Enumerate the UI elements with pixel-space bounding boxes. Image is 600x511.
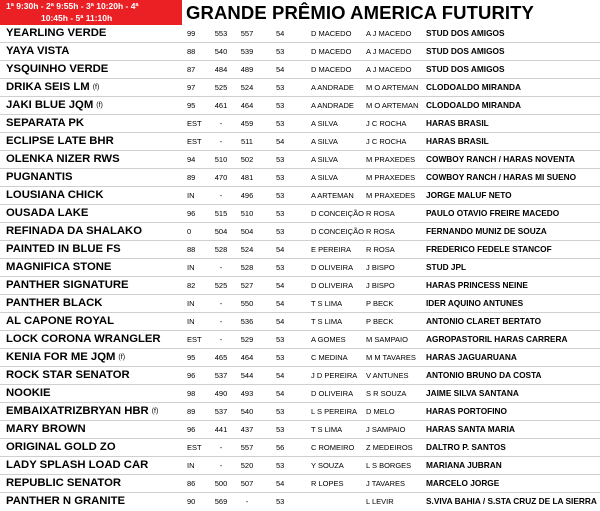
jockey-cell: Y SOUZA bbox=[311, 461, 344, 470]
horse-name-cell bbox=[6, 349, 125, 366]
horse-name: KENIA FOR ME JQM bbox=[6, 351, 116, 363]
jockey-cell: A ANDRADE bbox=[311, 101, 354, 110]
weight-prev-cell: 504 bbox=[214, 227, 228, 236]
table-row bbox=[0, 151, 600, 169]
jockey-cell: D OLIVEIRA bbox=[311, 263, 354, 272]
table-row bbox=[0, 439, 600, 457]
horse-name: REPUBLIC SENATOR bbox=[6, 477, 122, 489]
starts-cell: IN bbox=[187, 299, 195, 308]
owner-cell: JORGE MALUF NETO bbox=[426, 190, 512, 200]
carried-weight-cell: 53 bbox=[276, 407, 285, 416]
carried-weight-cell: 54 bbox=[276, 317, 285, 326]
horse-name-cell bbox=[6, 115, 84, 132]
starts-cell: 96 bbox=[187, 425, 196, 434]
weight-cell: 550 bbox=[240, 299, 254, 308]
owner-cell: HARAS SANTA MARIA bbox=[426, 424, 515, 434]
carried-weight-cell: 54 bbox=[276, 371, 285, 380]
starts-cell: 99 bbox=[187, 29, 196, 38]
weight-cell: 540 bbox=[240, 407, 254, 416]
horse-name: PANTHER SIGNATURE bbox=[6, 279, 129, 291]
trainer-cell: M PRAXEDES bbox=[366, 191, 416, 200]
table-row bbox=[0, 223, 600, 241]
starts-cell: IN bbox=[187, 317, 195, 326]
weight-cell: 536 bbox=[240, 317, 254, 326]
owner-cell: CLODOALDO MIRANDA bbox=[426, 82, 521, 92]
jockey-cell: D MACEDO bbox=[311, 47, 352, 56]
table-row bbox=[0, 493, 600, 511]
jockey-cell: D OLIVEIRA bbox=[311, 389, 354, 398]
horse-name-cell bbox=[6, 385, 51, 402]
horse-name-cell bbox=[6, 205, 88, 222]
starts-cell: EST bbox=[187, 137, 202, 146]
owner-cell: ANTONIO BRUNO DA COSTA bbox=[426, 370, 542, 380]
trainer-cell: J BISPO bbox=[366, 281, 395, 290]
starts-cell: EST bbox=[187, 335, 202, 344]
carried-weight-cell: 53 bbox=[276, 335, 285, 344]
trainer-cell: M SAMPAIO bbox=[366, 335, 408, 344]
trainer-cell: R ROSA bbox=[366, 209, 395, 218]
carried-weight-cell: 53 bbox=[276, 101, 285, 110]
jockey-cell: R LOPES bbox=[311, 479, 344, 488]
carried-weight-cell: 53 bbox=[276, 263, 285, 272]
horse-name: OLENKA NIZER RWS bbox=[6, 153, 120, 165]
starts-cell: 87 bbox=[187, 65, 196, 74]
weight-cell: 511 bbox=[241, 137, 253, 146]
weight-prev-cell: - bbox=[219, 317, 223, 326]
table-row bbox=[0, 457, 600, 475]
sex-tag: (f) bbox=[96, 102, 103, 109]
table-row bbox=[0, 25, 600, 43]
horse-name: ROCK STAR SENATOR bbox=[6, 369, 130, 381]
horse-name-cell bbox=[6, 295, 102, 312]
carried-weight-cell: 54 bbox=[276, 479, 285, 488]
table-row bbox=[0, 259, 600, 277]
weight-cell: 489 bbox=[240, 65, 254, 74]
weight-cell: 524 bbox=[240, 245, 254, 254]
table-row bbox=[0, 421, 600, 439]
table-row bbox=[0, 349, 600, 367]
carried-weight-cell: 53 bbox=[276, 497, 285, 506]
table-row bbox=[0, 169, 600, 187]
owner-cell: ANTONIO CLARET BERTATO bbox=[426, 316, 542, 326]
weight-prev-cell: 461 bbox=[214, 101, 228, 110]
trainer-cell: P BECK bbox=[366, 299, 394, 308]
horse-name-cell bbox=[6, 367, 130, 384]
sex-tag: (f) bbox=[118, 354, 126, 361]
table-row bbox=[0, 295, 600, 313]
starts-cell: 96 bbox=[187, 209, 196, 218]
carried-weight-cell: 53 bbox=[276, 209, 285, 218]
weight-prev-cell: 569 bbox=[214, 497, 228, 506]
jockey-cell: D MACEDO bbox=[311, 65, 352, 74]
weight-cell: 464 bbox=[240, 101, 254, 110]
horse-name-cell bbox=[6, 223, 142, 240]
horse-name-cell bbox=[6, 439, 116, 456]
jockey-cell: L S PEREIRA bbox=[311, 407, 357, 416]
weight-prev-cell: 490 bbox=[214, 389, 228, 398]
starts-cell: 97 bbox=[187, 83, 196, 92]
owner-cell: STUD DOS AMIGOS bbox=[426, 46, 505, 56]
table-row bbox=[0, 277, 600, 295]
owner-cell: HARAS BRASIL bbox=[426, 118, 489, 128]
jockey-cell: T S LIMA bbox=[311, 299, 343, 308]
horse-name: MAGNIFICA STONE bbox=[6, 261, 112, 273]
owner-cell: STUD DOS AMIGOS bbox=[426, 28, 505, 38]
jockey-cell: A ANDRADE bbox=[311, 83, 354, 92]
weight-prev-cell: 500 bbox=[214, 479, 228, 488]
table-row bbox=[0, 43, 600, 61]
owner-cell: CLODOALDO MIRANDA bbox=[426, 100, 521, 110]
horse-name: PAINTED IN BLUE FS bbox=[6, 243, 121, 255]
carried-weight-cell: 53 bbox=[276, 155, 285, 164]
starts-cell: IN bbox=[187, 263, 195, 272]
table-row bbox=[0, 61, 600, 79]
trainer-cell: A J MACEDO bbox=[366, 47, 412, 56]
weight-cell: 529 bbox=[240, 335, 254, 344]
weight-prev-cell: - bbox=[219, 335, 223, 344]
horse-name-cell bbox=[6, 61, 108, 78]
jockey-cell: A SILVA bbox=[311, 137, 338, 146]
jockey-cell: D CONCEIÇÃO bbox=[311, 209, 364, 218]
jockey-cell: A SILVA bbox=[311, 155, 338, 164]
trainer-cell: L LEVIR bbox=[366, 497, 394, 506]
entries-table bbox=[0, 25, 600, 511]
trainer-cell: V ANTUNES bbox=[366, 371, 409, 380]
weight-prev-cell: 465 bbox=[214, 353, 228, 362]
horse-name: PANTHER N GRANITE bbox=[6, 495, 126, 507]
horse-name: YSQUINHO VERDE bbox=[6, 63, 109, 75]
table-row bbox=[0, 403, 600, 421]
horse-name-cell bbox=[6, 457, 148, 474]
jockey-cell: A SILVA bbox=[311, 119, 338, 128]
horse-name-cell bbox=[6, 331, 161, 348]
horse-name: LADY SPLASH LOAD CAR bbox=[6, 459, 149, 471]
table-row bbox=[0, 241, 600, 259]
trainer-cell: P BECK bbox=[366, 317, 394, 326]
horse-name-cell bbox=[6, 259, 111, 276]
table-row bbox=[0, 187, 600, 205]
horse-name: LOCK CORONA WRANGLER bbox=[6, 333, 161, 345]
weight-prev-cell: - bbox=[219, 299, 223, 308]
weight-cell: 493 bbox=[240, 389, 254, 398]
horse-name: DRIKA SEIS LM bbox=[6, 81, 90, 93]
race-schedule-line-2: 10:45h - 5ª 11:10h bbox=[41, 13, 113, 23]
jockey-cell: J D PEREIRA bbox=[311, 371, 358, 380]
jockey-cell: A SILVA bbox=[311, 173, 338, 182]
carried-weight-cell: 53 bbox=[276, 227, 285, 236]
carried-weight-cell: 54 bbox=[276, 281, 285, 290]
weight-cell: 502 bbox=[240, 155, 254, 164]
weight-prev-cell: - bbox=[219, 119, 223, 128]
carried-weight-cell: 54 bbox=[276, 245, 285, 254]
weight-cell: 557 bbox=[240, 29, 254, 38]
horse-name-cell bbox=[6, 25, 106, 42]
horse-name-cell bbox=[6, 43, 69, 60]
jockey-cell: E PEREIRA bbox=[311, 245, 352, 254]
trainer-cell: A J MACEDO bbox=[366, 29, 412, 38]
horse-name: NOOKIE bbox=[6, 387, 51, 399]
trainer-cell: D MELO bbox=[366, 407, 395, 416]
owner-cell: STUD JPL bbox=[426, 262, 467, 272]
horse-name: LOUSIANA CHICK bbox=[6, 189, 104, 201]
table-row bbox=[0, 475, 600, 493]
jockey-cell: T S LIMA bbox=[311, 425, 343, 434]
horse-name-cell bbox=[6, 277, 129, 294]
horse-name: REFINADA DA SHALAKO bbox=[6, 225, 142, 237]
table-row bbox=[0, 313, 600, 331]
starts-cell: EST bbox=[187, 119, 202, 128]
carried-weight-cell: 53 bbox=[276, 191, 285, 200]
weight-prev-cell: 510 bbox=[214, 155, 228, 164]
weight-prev-cell: 470 bbox=[214, 173, 228, 182]
weight-prev-cell: 441 bbox=[214, 425, 228, 434]
owner-cell: MARIANA JUBRAN bbox=[426, 460, 502, 470]
weight-cell: 496 bbox=[240, 191, 254, 200]
owner-cell: HARAS PORTOFINO bbox=[426, 406, 507, 416]
weight-cell: 510 bbox=[240, 209, 254, 218]
weight-cell: 539 bbox=[240, 47, 254, 56]
starts-cell: 96 bbox=[187, 371, 196, 380]
weight-prev-cell: 515 bbox=[214, 209, 228, 218]
owner-cell: HARAS JAGUARUANA bbox=[426, 352, 517, 362]
weight-prev-cell: - bbox=[219, 137, 223, 146]
horse-name: PANTHER BLACK bbox=[6, 297, 103, 309]
horse-name-cell bbox=[6, 475, 121, 492]
carried-weight-cell: 53 bbox=[276, 461, 285, 470]
trainer-cell: L S BORGES bbox=[366, 461, 412, 470]
horse-name-cell bbox=[6, 403, 158, 420]
carried-weight-cell: 54 bbox=[276, 389, 285, 398]
weight-prev-cell: - bbox=[219, 461, 223, 470]
weight-prev-cell: 553 bbox=[214, 29, 228, 38]
table-row bbox=[0, 133, 600, 151]
carried-weight-cell: 53 bbox=[276, 173, 285, 182]
owner-cell: AGROPASTORIL HARAS CARRERA bbox=[426, 334, 568, 344]
weight-cell: 464 bbox=[240, 353, 254, 362]
jockey-cell: A GOMES bbox=[311, 335, 346, 344]
horse-name-cell bbox=[6, 493, 125, 510]
carried-weight-cell: 56 bbox=[276, 443, 285, 452]
owner-cell: HARAS BRASIL bbox=[426, 136, 489, 146]
owner-cell: FREDERICO FEDELE STANCOF bbox=[426, 244, 552, 254]
weight-cell: 557 bbox=[240, 443, 254, 452]
weight-prev-cell: - bbox=[219, 191, 223, 200]
weight-cell: 459 bbox=[240, 119, 254, 128]
trainer-cell: A J MACEDO bbox=[366, 65, 412, 74]
horse-name: PUGNANTIS bbox=[6, 171, 73, 183]
starts-cell: 89 bbox=[187, 173, 196, 182]
trainer-cell: M O ARTEMAN bbox=[366, 83, 419, 92]
owner-cell: JAIME SILVA SANTANA bbox=[426, 388, 519, 398]
weight-prev-cell: 525 bbox=[214, 281, 228, 290]
jockey-cell: C MEDINA bbox=[311, 353, 348, 362]
horse-name-cell bbox=[6, 169, 73, 186]
trainer-cell: J BISPO bbox=[366, 263, 395, 272]
weight-prev-cell: - bbox=[219, 263, 223, 272]
carried-weight-cell: 54 bbox=[276, 299, 285, 308]
trainer-cell: M PRAXEDES bbox=[366, 155, 416, 164]
weight-cell: - bbox=[245, 497, 249, 506]
trainer-cell: M O ARTEMAN bbox=[366, 101, 419, 110]
trainer-cell: M PRAXEDES bbox=[366, 173, 416, 182]
carried-weight-cell: 53 bbox=[276, 119, 285, 128]
jockey-cell: D CONCEIÇÃO bbox=[311, 227, 364, 236]
jockey-cell: D OLIVEIRA bbox=[311, 281, 354, 290]
horse-name: JAKI BLUE JQM bbox=[6, 99, 94, 111]
owner-cell: PAULO OTAVIO FREIRE MACEDO bbox=[426, 208, 560, 218]
trainer-cell: Z MEDEIROS bbox=[366, 443, 413, 452]
owner-cell: COWBOY RANCH / HARAS NOVENTA bbox=[426, 154, 576, 164]
weight-prev-cell: 537 bbox=[214, 407, 228, 416]
owner-cell: STUD DOS AMIGOS bbox=[426, 64, 505, 74]
jockey-cell: D MACEDO bbox=[311, 29, 352, 38]
horse-name: SEPARATA PK bbox=[6, 117, 85, 129]
starts-cell: 95 bbox=[187, 353, 196, 362]
horse-name: OUSADA LAKE bbox=[6, 207, 89, 219]
page-title: GRANDE PRÊMIO AMERICA FUTURITY bbox=[186, 2, 534, 23]
horse-name-cell bbox=[6, 133, 114, 150]
race-schedule-box bbox=[0, 0, 182, 25]
starts-cell: 95 bbox=[187, 101, 196, 110]
starts-cell: 88 bbox=[187, 47, 196, 56]
owner-cell: S.VIVA BAHIA / S.STA CRUZ DE LA SIERRA bbox=[426, 496, 597, 506]
horse-name-cell bbox=[6, 97, 103, 114]
weight-cell: 437 bbox=[240, 425, 254, 434]
table-row bbox=[0, 115, 600, 133]
owner-cell: MARCELO JORGE bbox=[426, 478, 500, 488]
trainer-cell: J C ROCHA bbox=[366, 119, 407, 128]
horse-name: EMBAIXATRIZBRYAN HBR bbox=[6, 405, 149, 417]
weight-prev-cell: 528 bbox=[214, 245, 228, 254]
trainer-cell: M M TAVARES bbox=[366, 353, 416, 362]
jockey-cell: C ROMEIRO bbox=[311, 443, 355, 452]
starts-cell: 82 bbox=[187, 281, 196, 290]
carried-weight-cell: 53 bbox=[276, 83, 285, 92]
trainer-cell: S R SOUZA bbox=[366, 389, 407, 398]
horse-name: YAYA VISTA bbox=[6, 45, 70, 57]
owner-cell: DALTRO P. SANTOS bbox=[426, 442, 506, 452]
weight-cell: 507 bbox=[240, 479, 254, 488]
owner-cell: HARAS PRINCESS NEINE bbox=[426, 280, 528, 290]
weight-cell: 527 bbox=[240, 281, 254, 290]
sex-tag: (f) bbox=[92, 84, 100, 91]
weight-cell: 528 bbox=[240, 263, 254, 272]
horse-name-cell bbox=[6, 313, 114, 330]
horse-name-cell bbox=[6, 79, 99, 96]
weight-cell: 504 bbox=[240, 227, 254, 236]
weight-cell: 481 bbox=[240, 173, 254, 182]
trainer-cell: J C ROCHA bbox=[366, 137, 407, 146]
table-row bbox=[0, 97, 600, 115]
table-row bbox=[0, 385, 600, 403]
owner-cell: IDER AQUINO ANTUNES bbox=[426, 298, 524, 308]
carried-weight-cell: 54 bbox=[276, 29, 285, 38]
race-schedule-line-1: 1ª 9:30h - 2ª 9:55h - 3ª 10:20h - 4ª bbox=[6, 1, 139, 11]
table-row bbox=[0, 367, 600, 385]
starts-cell: IN bbox=[187, 461, 195, 470]
trainer-cell: R ROSA bbox=[366, 245, 395, 254]
table-row bbox=[0, 205, 600, 223]
carried-weight-cell: 53 bbox=[276, 353, 285, 362]
horse-name: YEARLING VERDE bbox=[6, 27, 107, 39]
weight-cell: 544 bbox=[240, 371, 254, 380]
horse-name-cell bbox=[6, 421, 86, 438]
weight-prev-cell: 537 bbox=[214, 371, 228, 380]
weight-prev-cell: 540 bbox=[214, 47, 228, 56]
starts-cell: 88 bbox=[187, 245, 196, 254]
starts-cell: 98 bbox=[187, 389, 196, 398]
table-row bbox=[0, 79, 600, 97]
carried-weight-cell: 53 bbox=[276, 47, 285, 56]
starts-cell: EST bbox=[187, 443, 202, 452]
starts-cell: 86 bbox=[187, 479, 196, 488]
owner-cell: FERNANDO MUNIZ DE SOUZA bbox=[426, 226, 547, 236]
trainer-cell: R ROSA bbox=[366, 227, 395, 236]
weight-prev-cell: - bbox=[219, 443, 223, 452]
carried-weight-cell: 53 bbox=[276, 425, 285, 434]
jockey-cell: T S LIMA bbox=[311, 317, 343, 326]
starts-cell: IN bbox=[187, 191, 195, 200]
weight-prev-cell: 484 bbox=[214, 65, 228, 74]
horse-name-cell bbox=[6, 187, 104, 204]
starts-cell: 89 bbox=[187, 407, 196, 416]
trainer-cell: J SAMPAIO bbox=[366, 425, 406, 434]
weight-cell: 520 bbox=[240, 461, 254, 470]
horse-name: ORIGINAL GOLD ZO bbox=[6, 441, 116, 453]
jockey-cell: A ARTEMAN bbox=[311, 191, 354, 200]
horse-name: AL CAPONE ROYAL bbox=[6, 315, 114, 327]
starts-cell: 90 bbox=[187, 497, 196, 506]
carried-weight-cell: 54 bbox=[276, 137, 285, 146]
horse-name: MARY BROWN bbox=[6, 423, 86, 435]
horse-name-cell bbox=[6, 241, 121, 258]
trainer-cell: J TAVARES bbox=[366, 479, 406, 488]
sex-tag: (f) bbox=[151, 408, 159, 415]
starts-cell: 94 bbox=[187, 155, 196, 164]
horse-name-cell bbox=[6, 151, 120, 168]
weight-prev-cell: 525 bbox=[214, 83, 228, 92]
weight-cell: 524 bbox=[240, 83, 254, 92]
starts-cell: 0 bbox=[187, 227, 192, 236]
carried-weight-cell: 54 bbox=[276, 65, 285, 74]
horse-name: ECLIPSE LATE BHR bbox=[6, 135, 114, 147]
table-row bbox=[0, 331, 600, 349]
owner-cell: COWBOY RANCH / HARAS MI SUENO bbox=[426, 172, 577, 182]
